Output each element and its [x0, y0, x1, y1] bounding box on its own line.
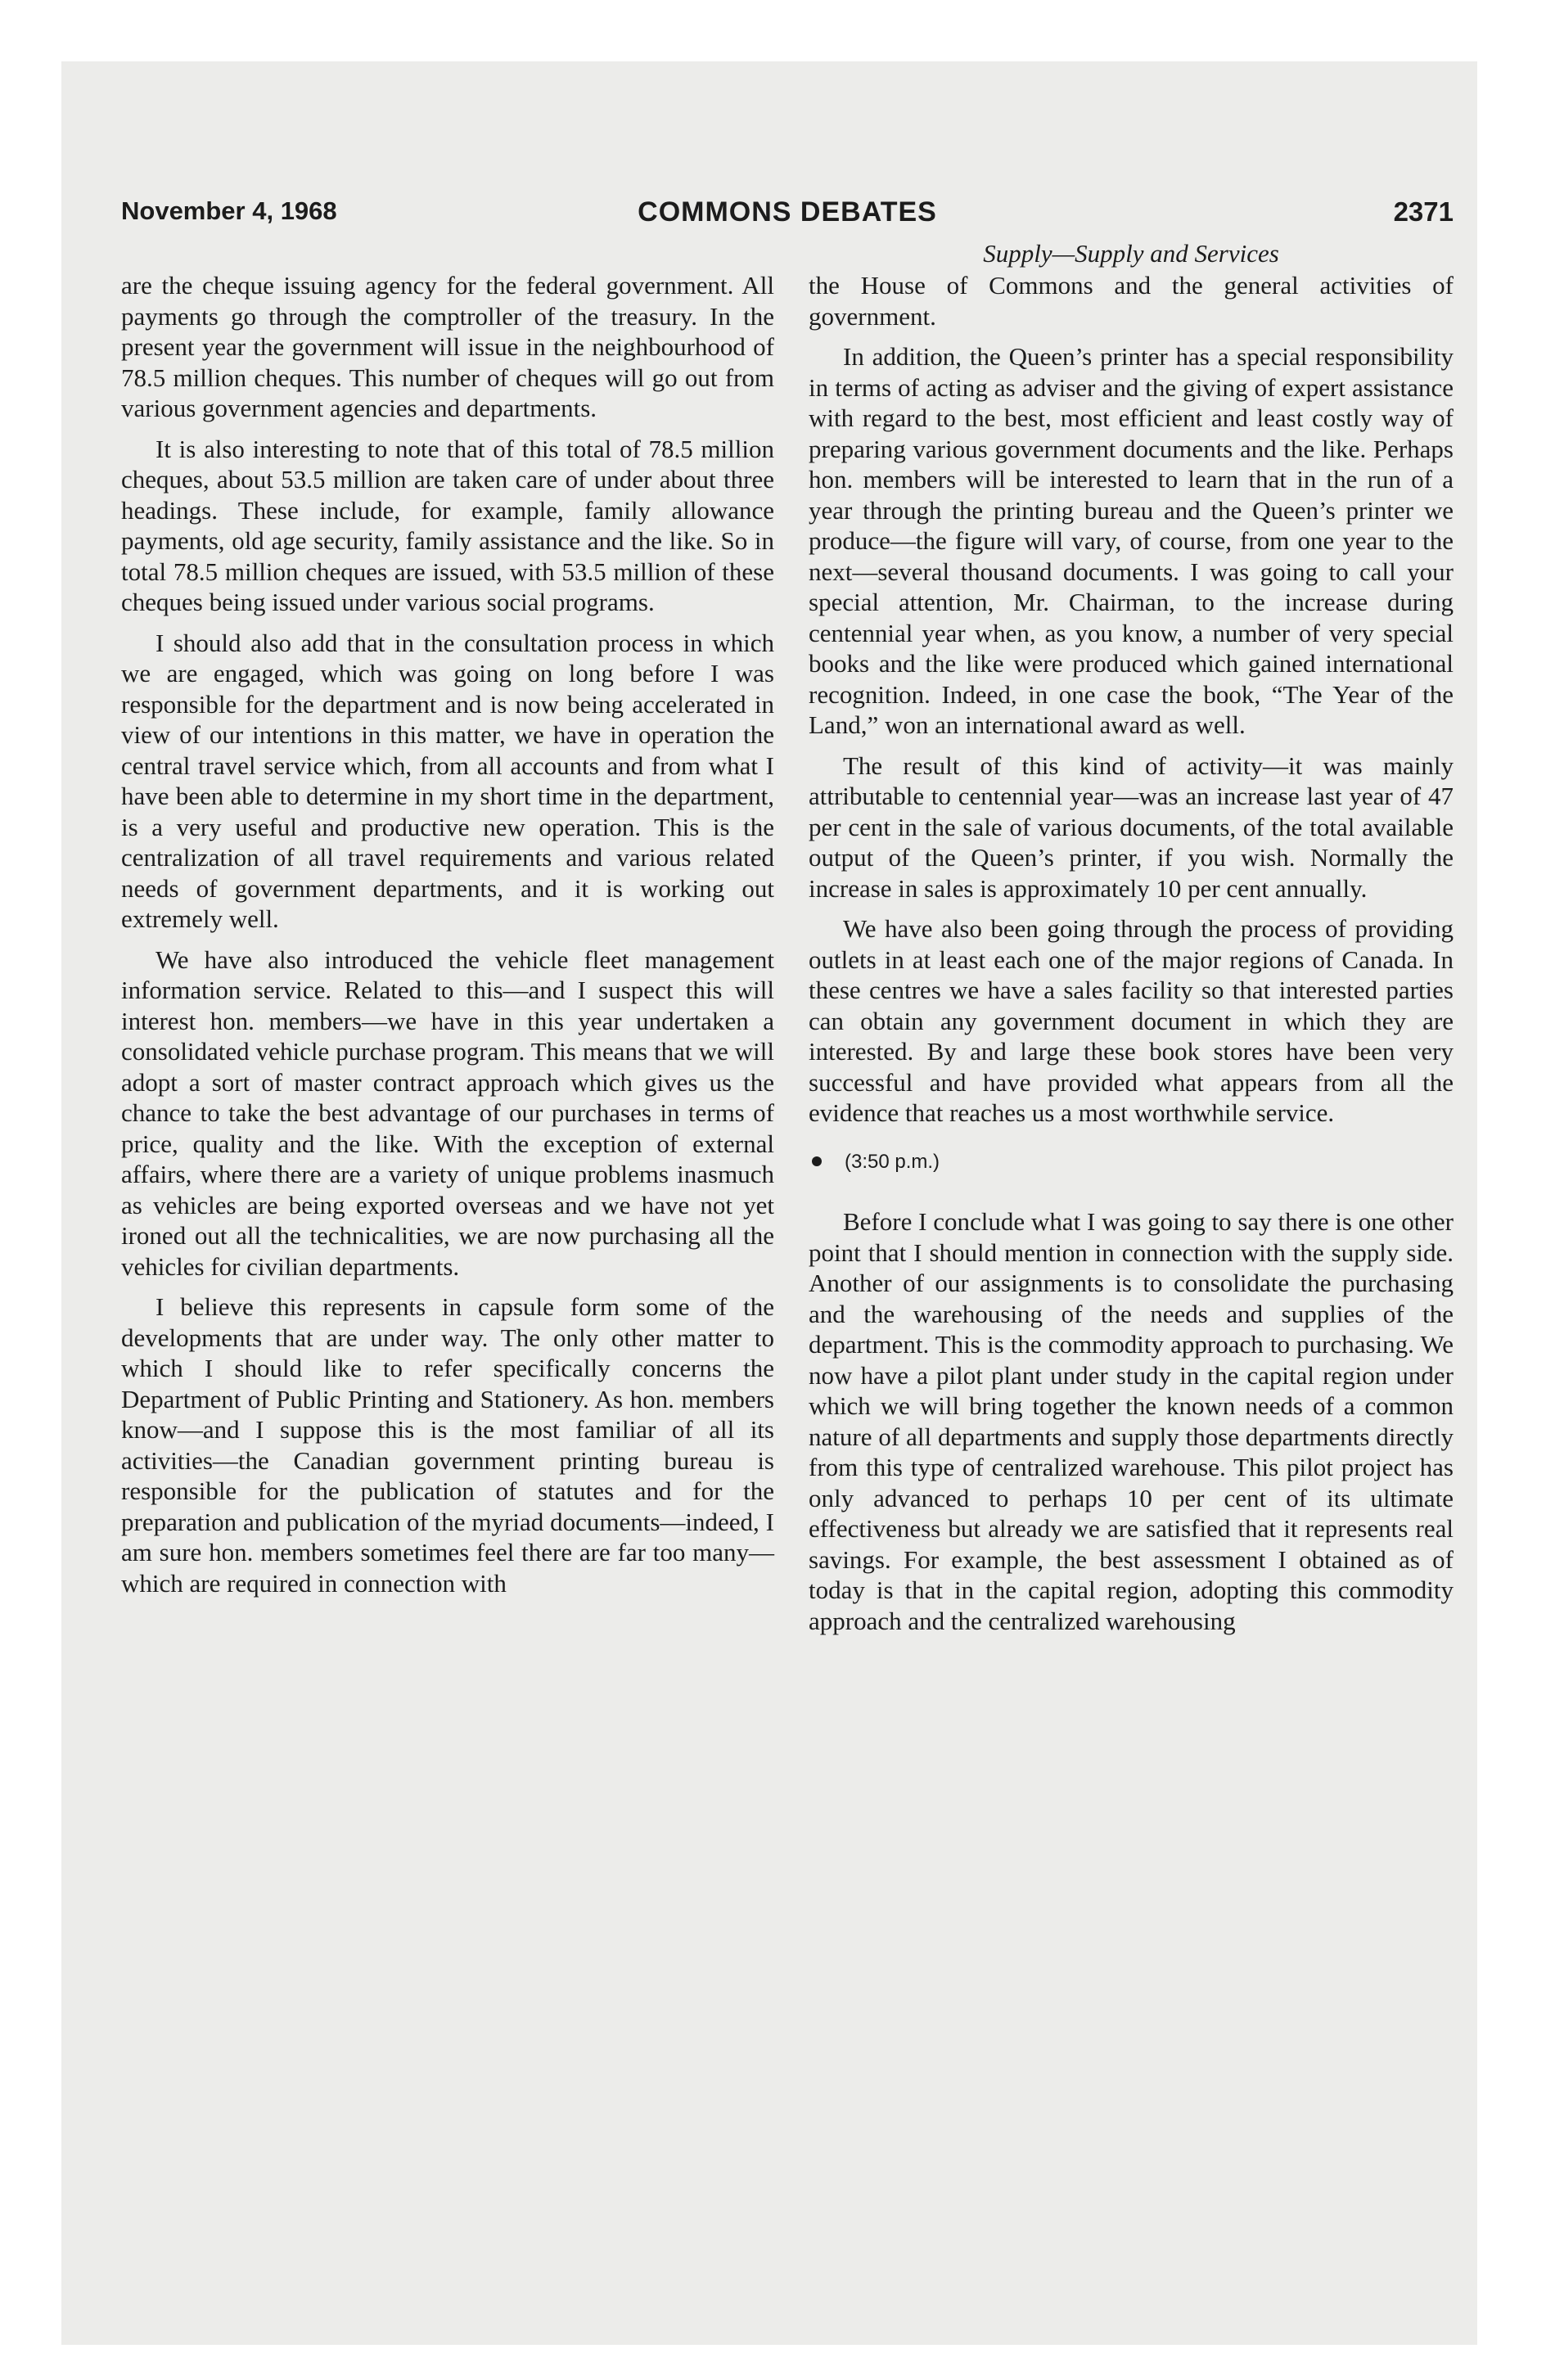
- left-column: [121, 270, 774, 1608]
- header-title: COMMONS DEBATES: [638, 196, 937, 228]
- paragraph: We have also introduced the vehicle fleet management information service. Related to this—and I suspect this will interest hon. members—we have in this year undertaken a consolidated vehicle purchase program. This means that we will adopt a sort of master contract approach which gives us the chance to take the best advantage of our purchases in terms of price, quality and the like. With the exception of external affairs, where there are a variety of unique problems inasmuch as vehicles are being exported overseas and we have not yet ironed out all the technicalities, we are now purchasing all the vehicles for civilian departments.: [121, 944, 774, 1281]
- paragraph: The result of this kind of activity—it was mainly attributable to centennial year—was an increase last year of 47 per cent in the sale of various documents, of the total available output of the Queen’s printer, if you wish. Normally the increase in sales is approximately 10 per cent annually.: [809, 751, 1454, 903]
- time-marker: [809, 1147, 1454, 1178]
- page-number: 2371: [1393, 196, 1454, 227]
- right-column: [809, 270, 1454, 1646]
- paragraph: In addition, the Queen’s printer has a special responsibility in terms of acting as adviser and the giving of expert assistance with regard to the best, most efficient and least costly way of preparing various government documents and the like. Perhaps hon. members will be interested to learn that in the run of a year through the printing bureau and the Queen’s printer we produce—the figure will vary, of course, from one year to the next—several thousand documents. I was going to call your special attention, Mr. Chairman, to the increase during centennial year when, as you know, a number of very special books and the like were produced which gained international recognition. Indeed, in one case the book, “The Year of the Land,” won an international award as well.: [809, 342, 1454, 739]
- paragraph: Before I conclude what I was going to say there is one other point that I should mention in connection with the supply side. Another of our assignments is to consolidate the purchasing and the warehousing of the needs and supplies of the department. This is the commodity approach to purchasing. We now have a pilot plant under study in the capital region under which we will bring together the known needs of a common nature of all departments and supply those departments directly from this type of centralized warehouse. This pilot project has only advanced to perhaps 10 per cent of its ultimate effectiveness but already we are satisfied that it represents real savings. For example, the best assessment I obtained as of today is that in the capital region, adopting this commodity approach and the centralized warehousing: [809, 1207, 1454, 1635]
- paragraph: are the cheque issuing agency for the federal government. All payments go through the comptroller of the treasury. In the present year the government will issue in the neighbourhood of 78.5 million cheques. This number of cheques will go out from various government agencies and departments.: [121, 271, 774, 422]
- timestamp-text: (3:50 p.m.): [845, 1150, 940, 1173]
- paragraph: the House of Commons and the general activities of government.: [809, 271, 1454, 331]
- bullet-icon: [812, 1156, 822, 1166]
- page-header: [121, 196, 1454, 237]
- paragraph: I should also add that in the consultation process in which we are engaged, which was going on long before I was responsible for the department and is now being accelerated in view of our intentions in this matter, we have in operation the central travel service which, from all accounts and from what I have been able to determine in my short time in the department, is a very useful and productive new operation. This is the centralization of all travel requirements and various related needs of government departments, and it is working out extremely well.: [121, 628, 774, 933]
- paragraph: We have also been going through the process of providing outlets in at least each one of the major regions of Canada. In these centres we have a sales facility so that interested parties can obtain any government document in which they are interested. By and large these book stores have been very successful and have provided what appears from all the evidence that reaches us a most worthwhile service.: [809, 914, 1454, 1127]
- paragraph: It is also interesting to note that of this total of 78.5 million cheques, about 53.5 million are taken care of under about three headings. These include, for example, family allowance payments, old age security, family assistance and the like. So in total 78.5 million cheques are issued, with 53.5 million of these cheques being issued under various social programs.: [121, 434, 774, 616]
- section-subhead: Supply—Supply and Services: [983, 239, 1279, 268]
- paragraph: I believe this represents in capsule form some of the developments that are under way. The only other matter to which I should like to refer specifically concerns the Department of Public Printing and Stationery. As hon. members know—and I suppose this is the most familiar of all its activities—the Canadian government printing bureau is responsible for the publication of statutes and for the preparation and publication of the myriad documents—indeed, I am sure hon. members sometimes feel there are far too many—which are required in connection with: [121, 1292, 774, 1598]
- header-date: November 4, 1968: [121, 196, 337, 225]
